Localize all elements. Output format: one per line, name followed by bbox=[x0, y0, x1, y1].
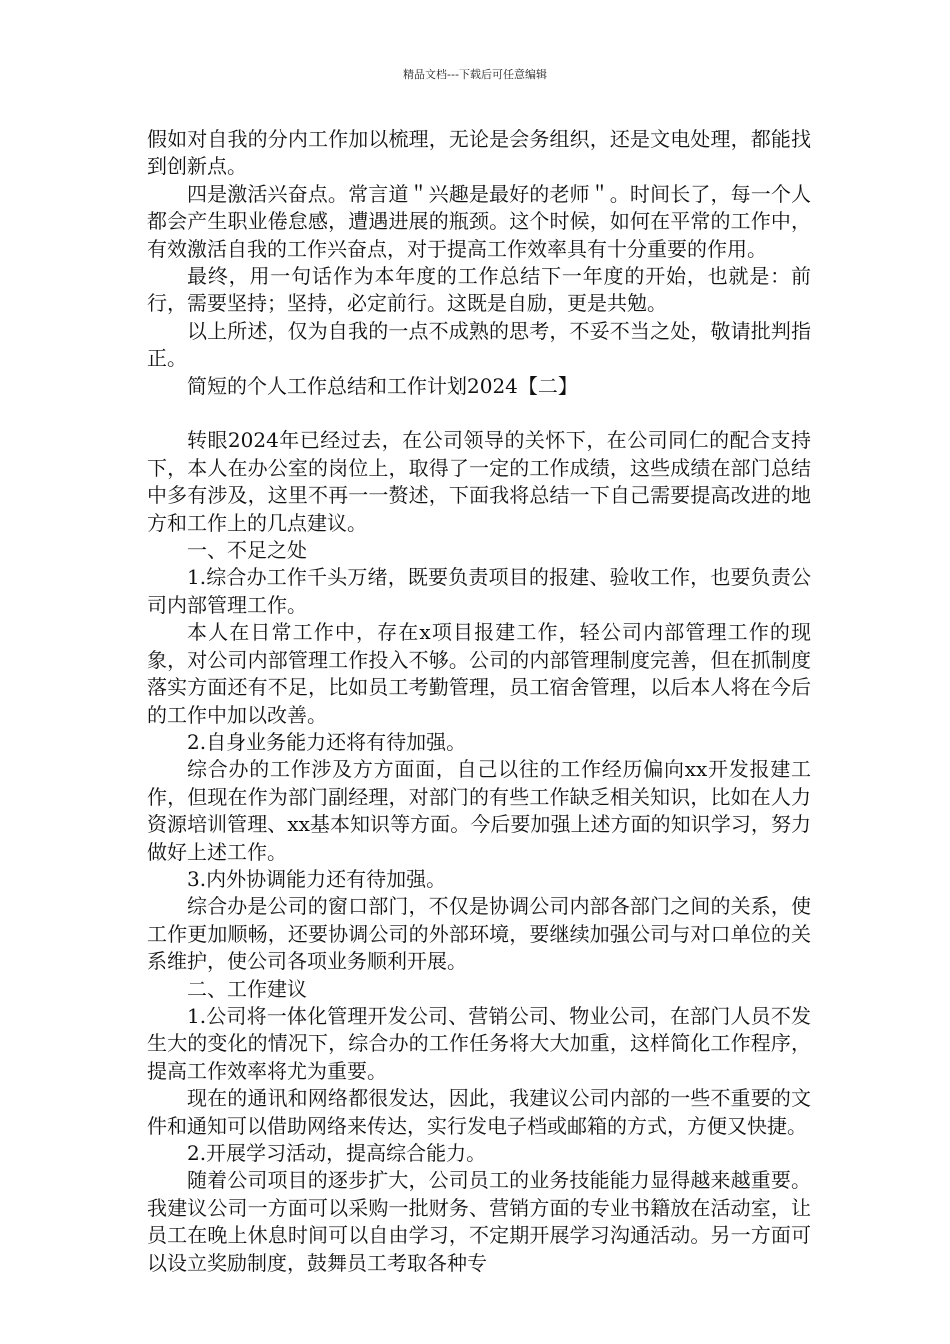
blank-line bbox=[147, 400, 811, 427]
paragraph: 2.自身业务能力还将有待加强。 bbox=[187, 729, 467, 754]
paragraph: 本人在日常工作中，存在x项目报建工作，轻公司内部管理工作的现象，对公司内部管理工作投入不够。公司的内部管理制度完善，但在抓制度落实方面还有不足，比如员工考勤管理，员工宿舍管理，以后本人将在今后的工作中加以改善。 bbox=[147, 620, 811, 727]
page-header: 精品文档---下载后可任意编辑 bbox=[403, 68, 547, 81]
paragraph: 以上所述，仅为自我的一点不成熟的思考，不妥不当之处，敬请批判指正。 bbox=[147, 318, 811, 371]
paragraph: 最终，用一句话作为本年度的工作总结下一年度的开始，也就是：前行，需要坚持；坚持，必定前行。这既是自励，更是共勉。 bbox=[147, 264, 811, 316]
paragraph: 一、不足之处 bbox=[187, 538, 307, 563]
paragraph: 综合办的工作涉及方方面面，自己以往的工作经历偏向xx开发报建工作，但现在作为部门副经理，对部门的有些工作缺乏相关知识，比如在人力资源培训管理、xx基本知识等方面。今后要加强上述方面的知识学习，努力做好上述工作。 bbox=[147, 757, 811, 864]
paragraph: 2.开展学习活动，提高综合能力。 bbox=[187, 1141, 487, 1166]
paragraph: 假如对自我的分内工作加以梳理，无论是会务组织，还是文电处理，都能找到创新点。 bbox=[147, 127, 811, 179]
paragraph: 现在的通讯和网络都很发达，因此，我建议公司内部的一些不重要的文件和通知可以借助网络来传达，实行发电子档或邮箱的方式，方便又快捷。 bbox=[147, 1086, 811, 1138]
paragraph: 四是激活兴奋点。常言道＂兴趣是最好的老师＂。时间长了，每一个人都会产生职业倦怠感，遭遇进展的瓶颈。这个时候，如何在平常的工作中，有效激活自我的工作兴奋点，对于提高工作效率具有十分重要的作用。 bbox=[147, 181, 811, 261]
paragraph: 简短的个人工作总结和工作计划2024【二】 bbox=[187, 373, 578, 398]
paragraph: 随着公司项目的逐步扩大，公司员工的业务技能能力显得越来越重要。我建议公司一方面可以采购一批财务、营销方面的专业书籍放在活动室，让员工在晚上休息时间可以自由学习，不定期开展学习沟通活动。另一方面可以设立奖励制度，鼓舞员工考取各种专 bbox=[147, 1168, 811, 1275]
paragraph: 1.综合办工作千头万绪，既要负责项目的报建、验收工作，也要负责公司内部管理工作。 bbox=[147, 565, 811, 617]
paragraph: 二、工作建议 bbox=[187, 976, 307, 1001]
paragraph: 综合办是公司的窗口部门，不仅是协调公司内部各部门之间的关系，使工作更加顺畅，还要协调公司的外部环境，要继续加强公司与对口单位的关系维护，使公司各项业务顺利开展。 bbox=[147, 894, 811, 974]
paragraph: 转眼2024年已经过去，在公司领导的关怀下，在公司同仁的配合支持下，本人在办公室的岗位上，取得了一定的工作成绩，这些成绩在部门总结中多有涉及，这里不再一一赘述，下面我将总结一下自己需要提高改进的地方和工作上的几点建议。 bbox=[147, 428, 811, 535]
paragraph: 1.公司将一体化管理开发公司、营销公司、物业公司，在部门人员不发生大的变化的情况下，综合办的工作任务将大大加重，这样简化工作程序，提高工作效率将尤为重要。 bbox=[147, 1003, 811, 1083]
document-body bbox=[147, 126, 811, 1277]
paragraph: 3.内外协调能力还有待加强。 bbox=[187, 866, 447, 891]
